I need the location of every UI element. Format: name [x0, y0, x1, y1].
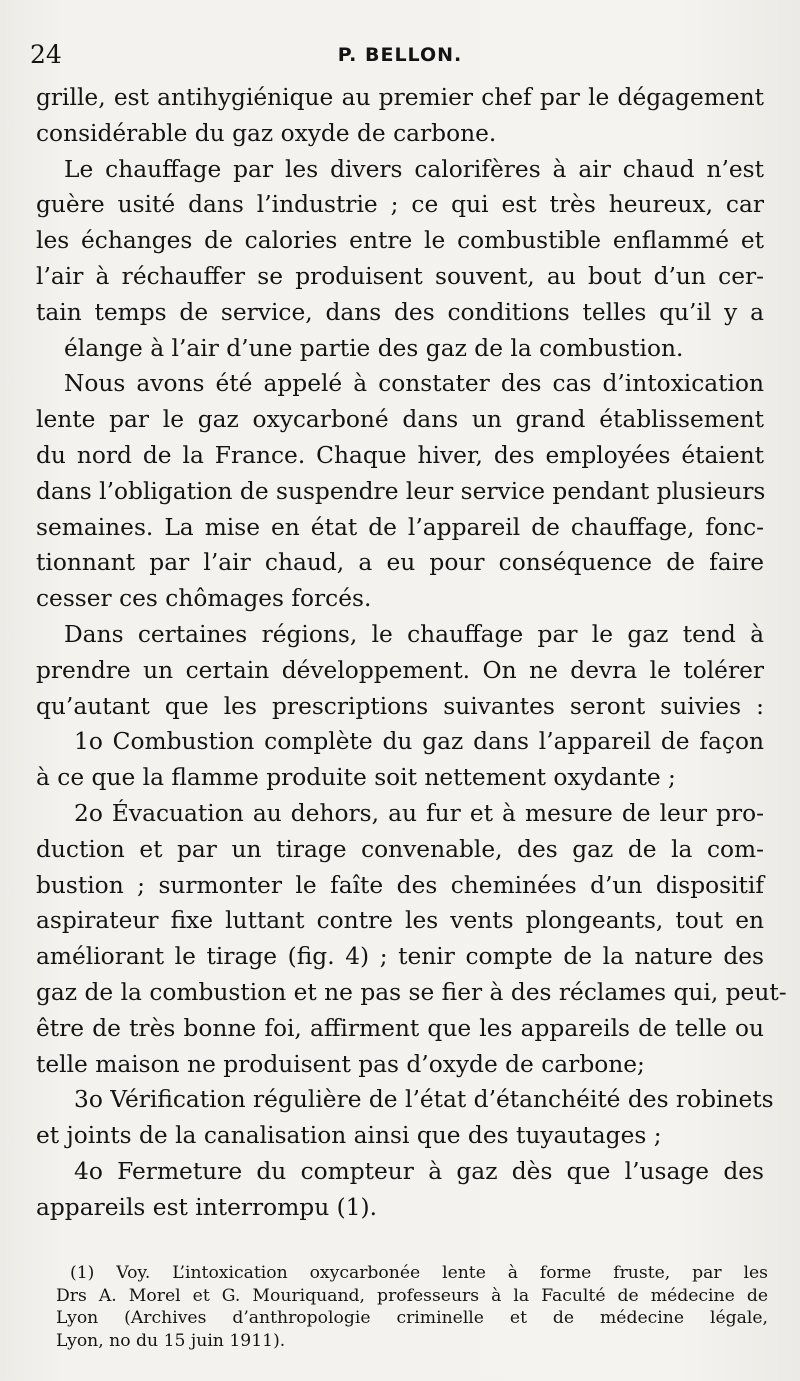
text-line: dans l’obligation de suspendre leur service pendant plusieurs: [36, 477, 766, 505]
footnote-line: Lyon (Archives d’anthropologie criminelle et de médecine légale,: [56, 1308, 768, 1328]
text-line: à ce que la flamme produite soit nettement oxydante ;: [36, 764, 676, 792]
text-line: Nous avons été appelé à constater des cas d’intoxication: [64, 370, 764, 398]
text-line: prendre un certain développement. On ne devra le tolérer: [36, 656, 764, 684]
footnotes: [56, 1262, 768, 1352]
text-line: 4o Fermeture du compteur à gaz dès que l’usage des: [74, 1157, 764, 1185]
text-line: 3o Vérification régulière de l’état d’étanchéité des robinets: [74, 1086, 774, 1114]
text-line: cesser ces chômages forcés.: [36, 585, 372, 613]
text-line: élange à l’air d’une partie des gaz de la combustion.: [64, 334, 684, 362]
text-line: être de très bonne foi, affirment que les appareils de telle ou: [36, 1014, 764, 1042]
running-head: P. BELLON.: [337, 44, 463, 66]
text-line: semaines. La mise en état de l’appareil de chauffage, fonc-: [36, 513, 764, 541]
text-line: l’air à réchauffer se produisent souvent, au bout d’un cer-: [36, 262, 764, 290]
text-line: les échanges de calories entre le combustible enflammé et: [36, 227, 764, 255]
text-line: duction et par un tirage convenable, des gaz de la com-: [36, 835, 764, 863]
text-line: gaz de la combustion et ne pas se fier à des réclames qui, peut-: [36, 978, 787, 1006]
text-line: 2o Évacuation au dehors, au fur et à mesure de leur pro-: [74, 799, 764, 827]
text-line: qu’autant que les prescriptions suivantes seront suivies :: [36, 692, 764, 720]
page-header: [30, 40, 770, 76]
footnote-line: Lyon, no du 15 juin 1911).: [56, 1330, 286, 1351]
text-line: telle maison ne produisent pas d’oxyde de carbone;: [36, 1050, 645, 1078]
page-number: 24: [30, 40, 62, 69]
text-line: considérable du gaz oxyde de carbone.: [36, 119, 497, 147]
text-line: guère usité dans l’industrie ; ce qui est très heureux, car: [36, 191, 764, 219]
text-line: 1o Combustion complète du gaz dans l’appareil de façon: [74, 728, 764, 756]
text-line: tain temps de service, dans des conditions telles qu’il y a: [36, 298, 764, 326]
text-line: bustion ; surmonter le faîte des cheminées d’un dispositif: [36, 871, 764, 899]
text-line: améliorant le tirage (fig. 4) ; tenir compte de la nature des: [36, 943, 764, 971]
body-text: [36, 80, 787, 1226]
text-line: Le chauffage par les divers calorifères à air chaud n’est: [64, 155, 764, 183]
text-line: tionnant par l’air chaud, a eu pour conséquence de faire: [36, 549, 764, 577]
text-line: grille, est antihygiénique au premier chef par le dégagement: [36, 84, 764, 111]
footnote-line: (1) Voy. L’intoxication oxycarbonée lente à forme fruste, par les: [70, 1263, 768, 1283]
text-line: Dans certaines régions, le chauffage par le gaz tend à: [64, 620, 764, 648]
text-line: du nord de la France. Chaque hiver, des employées étaient: [36, 441, 764, 469]
text-line: et joints de la canalisation ainsi que des tuyautages ;: [36, 1122, 662, 1150]
footnote-line: Drs A. Morel et G. Mouriquand, professeurs à la Faculté de médecine de: [56, 1285, 768, 1306]
text-line: lente par le gaz oxycarboné dans un grand établissement: [36, 406, 764, 434]
text-line: appareils est interrompu (1).: [36, 1193, 378, 1221]
text-line: aspirateur fixe luttant contre les vents plongeants, tout en: [36, 907, 764, 935]
